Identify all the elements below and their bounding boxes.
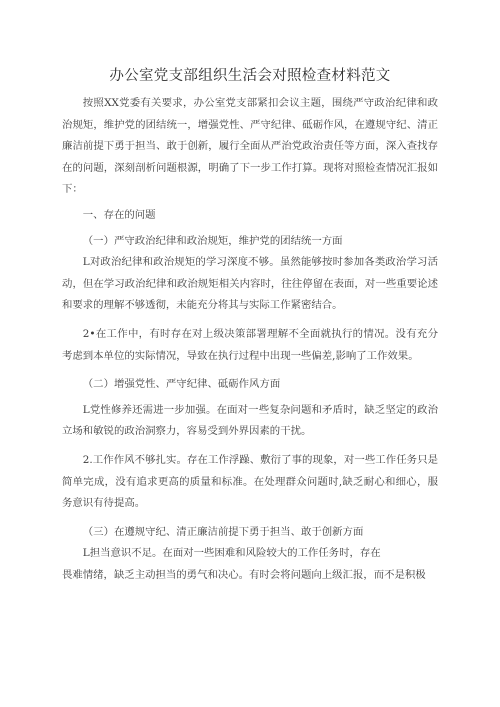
subsection-3-item-1-line-1: L担当意识不足。在面对一些困难和风险较大的工作任务时，存在 <box>82 547 381 560</box>
subsection-heading-3: （三）在遵规守纪、清正廉洁前提下勇于担当、敢于创新方面 <box>82 525 364 538</box>
document-body <box>62 93 438 586</box>
intro-paragraph: 按照XX党委有关要求，办公室党支部紧扣会议主题，围绕严守政治纪律和政治规矩，维护党的团结统一，增强党性、严守纪律、砥砺作风，在遵规守纪、清正廉洁前提下勇于担当、敢于创新，履行全面从严治党政治责任等方面，深入查找存在的问题，深刻剖析问题根源，明确了下一步工作打算。现将对照检查情况汇报如下： <box>62 97 438 196</box>
subsection-heading-2: （二）增强党性、严守纪律、砥砺作风方面 <box>82 378 281 391</box>
subsection-1-item-2: 2•在工作中，有时存在对上级决策部署理解不全面就执行的情况。没有充分考虑到本单位的实际情况，导致在执行过程中出现一些偏差,影响了工作效果。 <box>62 327 438 362</box>
document-title: 办公室党支部组织生活会对照检查材料范文 <box>109 68 391 84</box>
subsection-2-item-1: L党性修养还需进一步加强。在面对一些复杂问题和矛盾时，缺乏坚定的政治立场和敏锐的政治洞察力，容易受到外界因素的干扰。 <box>62 403 438 438</box>
subsection-heading-1: （一）严守政治纪律和政治规矩，维护党的团结统一方面 <box>82 234 343 247</box>
subsection-2-item-2: 2.工作作风不够扎实。存在工作浮躁、敷衍了事的现象，对一些工作任务只是简单完成，没有追求更高的质量和标准。在处理群众问题时,缺乏耐心和细心，服务意识有待提高。 <box>62 453 438 510</box>
section-heading-problems: 一、存在的问题 <box>82 208 156 221</box>
subsection-3-item-1-line-2: 畏难情绪，缺乏主动担当的勇气和决心。有时会将问题向上级汇报，而不是积极 <box>62 568 426 581</box>
subsection-1-item-1: L对政治纪律和政治规矩的学习深度不够。虽然能够按时参加各类政治学习活动，但在学习政治纪律和政治规矩相关内容时，往往停留在表面，对一些重要论述和要求的理解不够透彻，未能充分将其与实际工作紧密结合。 <box>62 256 438 312</box>
